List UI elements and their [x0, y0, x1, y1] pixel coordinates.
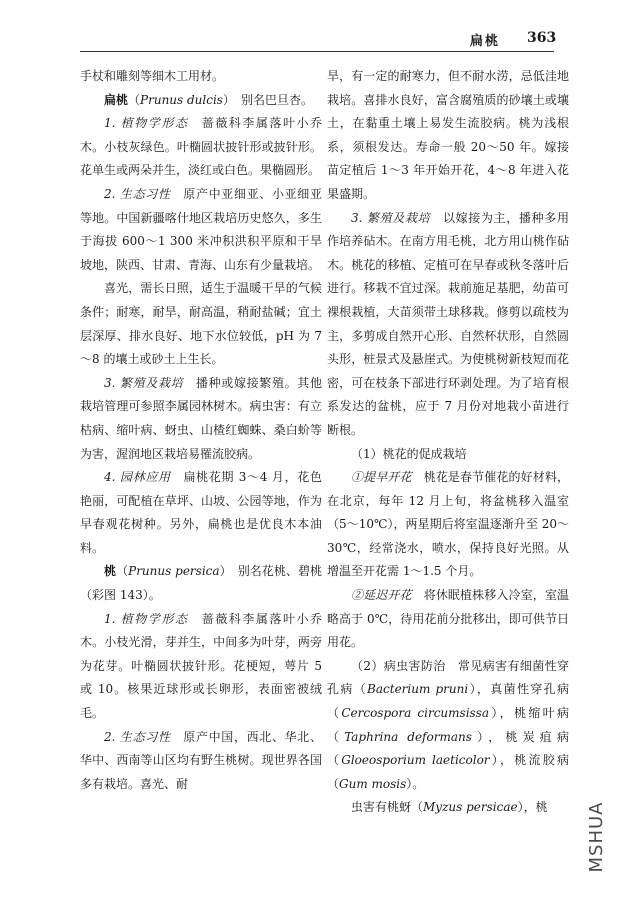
latin-name: Taphrina deformans — [344, 729, 472, 744]
section-heading: 2. 生态习性 — [104, 729, 171, 744]
section-text: 将休眠植株移入冷室，室温略高于 0℃，待用花前分批移出，即可供节日用花。 — [327, 588, 569, 650]
section-paragraph — [327, 207, 569, 443]
paragraph — [327, 796, 569, 820]
paragraph — [327, 655, 569, 797]
section-heading: 2. 生态习性 — [104, 186, 171, 201]
latin-name: Myzus persicae — [423, 800, 518, 815]
section-text: 蔷薇科李属落叶小乔木。小枝灰绿色。叶椭圆状披针形或披针形。花单生或两朵并生，淡红或白色。果椭圆形。 — [80, 116, 322, 178]
paragraph-text: 手杖和雕刻等细木工用材。 — [80, 69, 225, 83]
species-name: 扁桃 — [104, 92, 129, 107]
latin-name: Cercospora circumsissa — [341, 706, 489, 721]
watermark — [578, 790, 608, 890]
running-header-title: 扁桃 — [470, 34, 501, 49]
section-paragraph — [80, 372, 322, 466]
section-paragraph — [80, 183, 322, 277]
section-paragraph — [327, 466, 569, 584]
section-text: 原产中国，西北、华北、华中、西南等山区均有野生桃树。现世界各国多有栽培。喜光、耐 — [80, 729, 322, 791]
page-number: 363 — [527, 30, 557, 46]
section-heading: ①提早开花 — [351, 470, 412, 485]
section-paragraph — [80, 466, 322, 560]
section-heading: ②延迟开花 — [351, 588, 412, 603]
text-run: ），桃 — [517, 800, 548, 815]
text-run: 虫害有桃蚜（ — [351, 800, 424, 815]
paragraph-text: 旱，有一定的耐寒力，但不耐水涝，忌低洼地栽培。喜排水良好，富含腐殖质的砂壤土或壤土，在黏重土壤上易发生流胶病。桃为浅根系，须根发达。寿命一般 20～50 年。嫁接苗定植后 1～3 年开始开花，4～8 年进入花果盛期。 — [327, 69, 569, 201]
species-alias: 别名花桃、碧桃（彩图 143）。 — [80, 564, 322, 603]
species-alias: 别名巴旦杏。 — [240, 92, 313, 107]
paragraph — [327, 65, 569, 207]
section-heading: 3. 繁殖及栽培 — [351, 210, 431, 225]
species-entry: 扁桃（Prunus dulcis） 别名巴旦杏。 — [104, 92, 313, 107]
paragraph — [80, 277, 322, 371]
section-heading: 1. 植物学形态 — [104, 116, 189, 131]
section-text: 原产中亚细亚、小亚细亚等地。中国新疆喀什地区栽培历史悠久，多生于海拔 600～1 300 米冲积洪积平原和干旱坡地，陕西、甘肃、青海、山东有少量栽培。 — [80, 186, 322, 272]
paragraph-text: （1）桃花的促成栽培 — [351, 446, 467, 461]
section-paragraph — [80, 608, 322, 726]
species-latin-name: Prunus dulcis — [140, 92, 223, 107]
latin-name: Bacterium pruni — [367, 682, 469, 697]
text-run: ）。 — [406, 776, 425, 791]
section-heading: 3. 繁殖及栽培 — [104, 375, 184, 390]
paragraph-text: 喜光，需长日照，适生于温暖干旱的气候条件；耐寒，耐旱，耐高温，稍耐盐碱；宜土层深厚、排水良好、地下水位较低，pH 为 7～8 的壤土或砂土上生长。 — [80, 281, 322, 367]
section-text: 桃花是春节催花的好材料，在北京，每年 12 月上旬，将盆桃移入温室（5～10℃），两星期后将室温逐渐升至 20～30℃，经常浇水，喷水，保持良好光照。从增温至开花需 1～1.5 个月。 — [327, 470, 569, 579]
watermark-text: MSHUA — [586, 801, 607, 873]
latin-name: Gloeosporium laeticolor — [341, 753, 490, 768]
text-run: ），桃缩叶病（ — [327, 706, 569, 744]
section-text: 播种或嫁接繁殖。其他栽培管理可参照李属园林树木。病虫害：有立枯病、缩叶病、蚜虫、山楂红蜘蛛、桑白蚧等为害，渥润地区栽培易罹流胶病。 — [80, 375, 322, 461]
species-latin-name: Prunus persica — [128, 564, 220, 579]
text-run: ），桃炭疽病（ — [327, 729, 569, 768]
section-text: 以嫁接为主，播种多用作培养砧木。在南方用毛桃，北方用山桃作砧木。桃花的移植、定植可在早春或秋冬落叶后进行。移栽不宜过深。栽前施足基肥，幼苗可裸根栽植，大苗须带土球移栽。修剪以疏枝为主，多剪成自然开心形、自然杯状形，自然圆头形，桩景式及悬崖式。为使桃树新枝短而花密，可在枝条下部进行环剥处理。为了培育根系发达的盆桃，应于 7 月份对地栽小苗进行断根。 — [327, 210, 569, 437]
right-text-column — [327, 65, 569, 820]
paragraph — [327, 443, 569, 467]
header-rule — [80, 51, 554, 52]
section-text: 扁桃花期 3～4 月，花色艳丽，可配植在草坪、山坡、公园等地，作为早春观花树种。另外，扁桃也是优良木本油料。 — [80, 470, 322, 555]
paragraph — [80, 65, 322, 89]
left-text-column — [80, 65, 322, 796]
section-paragraph — [80, 112, 322, 183]
section-heading: 1. 植物学形态 — [104, 611, 189, 626]
species-name: 桃 — [104, 564, 117, 579]
section-heading: 4. 园林应用 — [104, 470, 171, 485]
latin-name: Gum mosis — [339, 776, 407, 791]
section-paragraph — [327, 584, 569, 655]
section-paragraph — [80, 726, 322, 797]
section-text: 蔷薇科李属落叶小乔木。小枝光滑，芽并生，中间多为叶芽，两旁为花芽。叶椭圆状披针形。花梗短，萼片 5 或 10。核果近球形或长卵形，表面密被绒毛。 — [80, 611, 322, 721]
species-entry: 桃（Prunus persica） 别名花桃、碧桃（彩图 143）。 — [80, 564, 322, 603]
text-run: （2）病虫害防治 常见病害有细菌性穿孔病（ — [327, 658, 569, 697]
text-run: ），真菌性穿孔病（ — [327, 682, 569, 721]
text-run: ），桃流胶病（ — [327, 753, 569, 791]
